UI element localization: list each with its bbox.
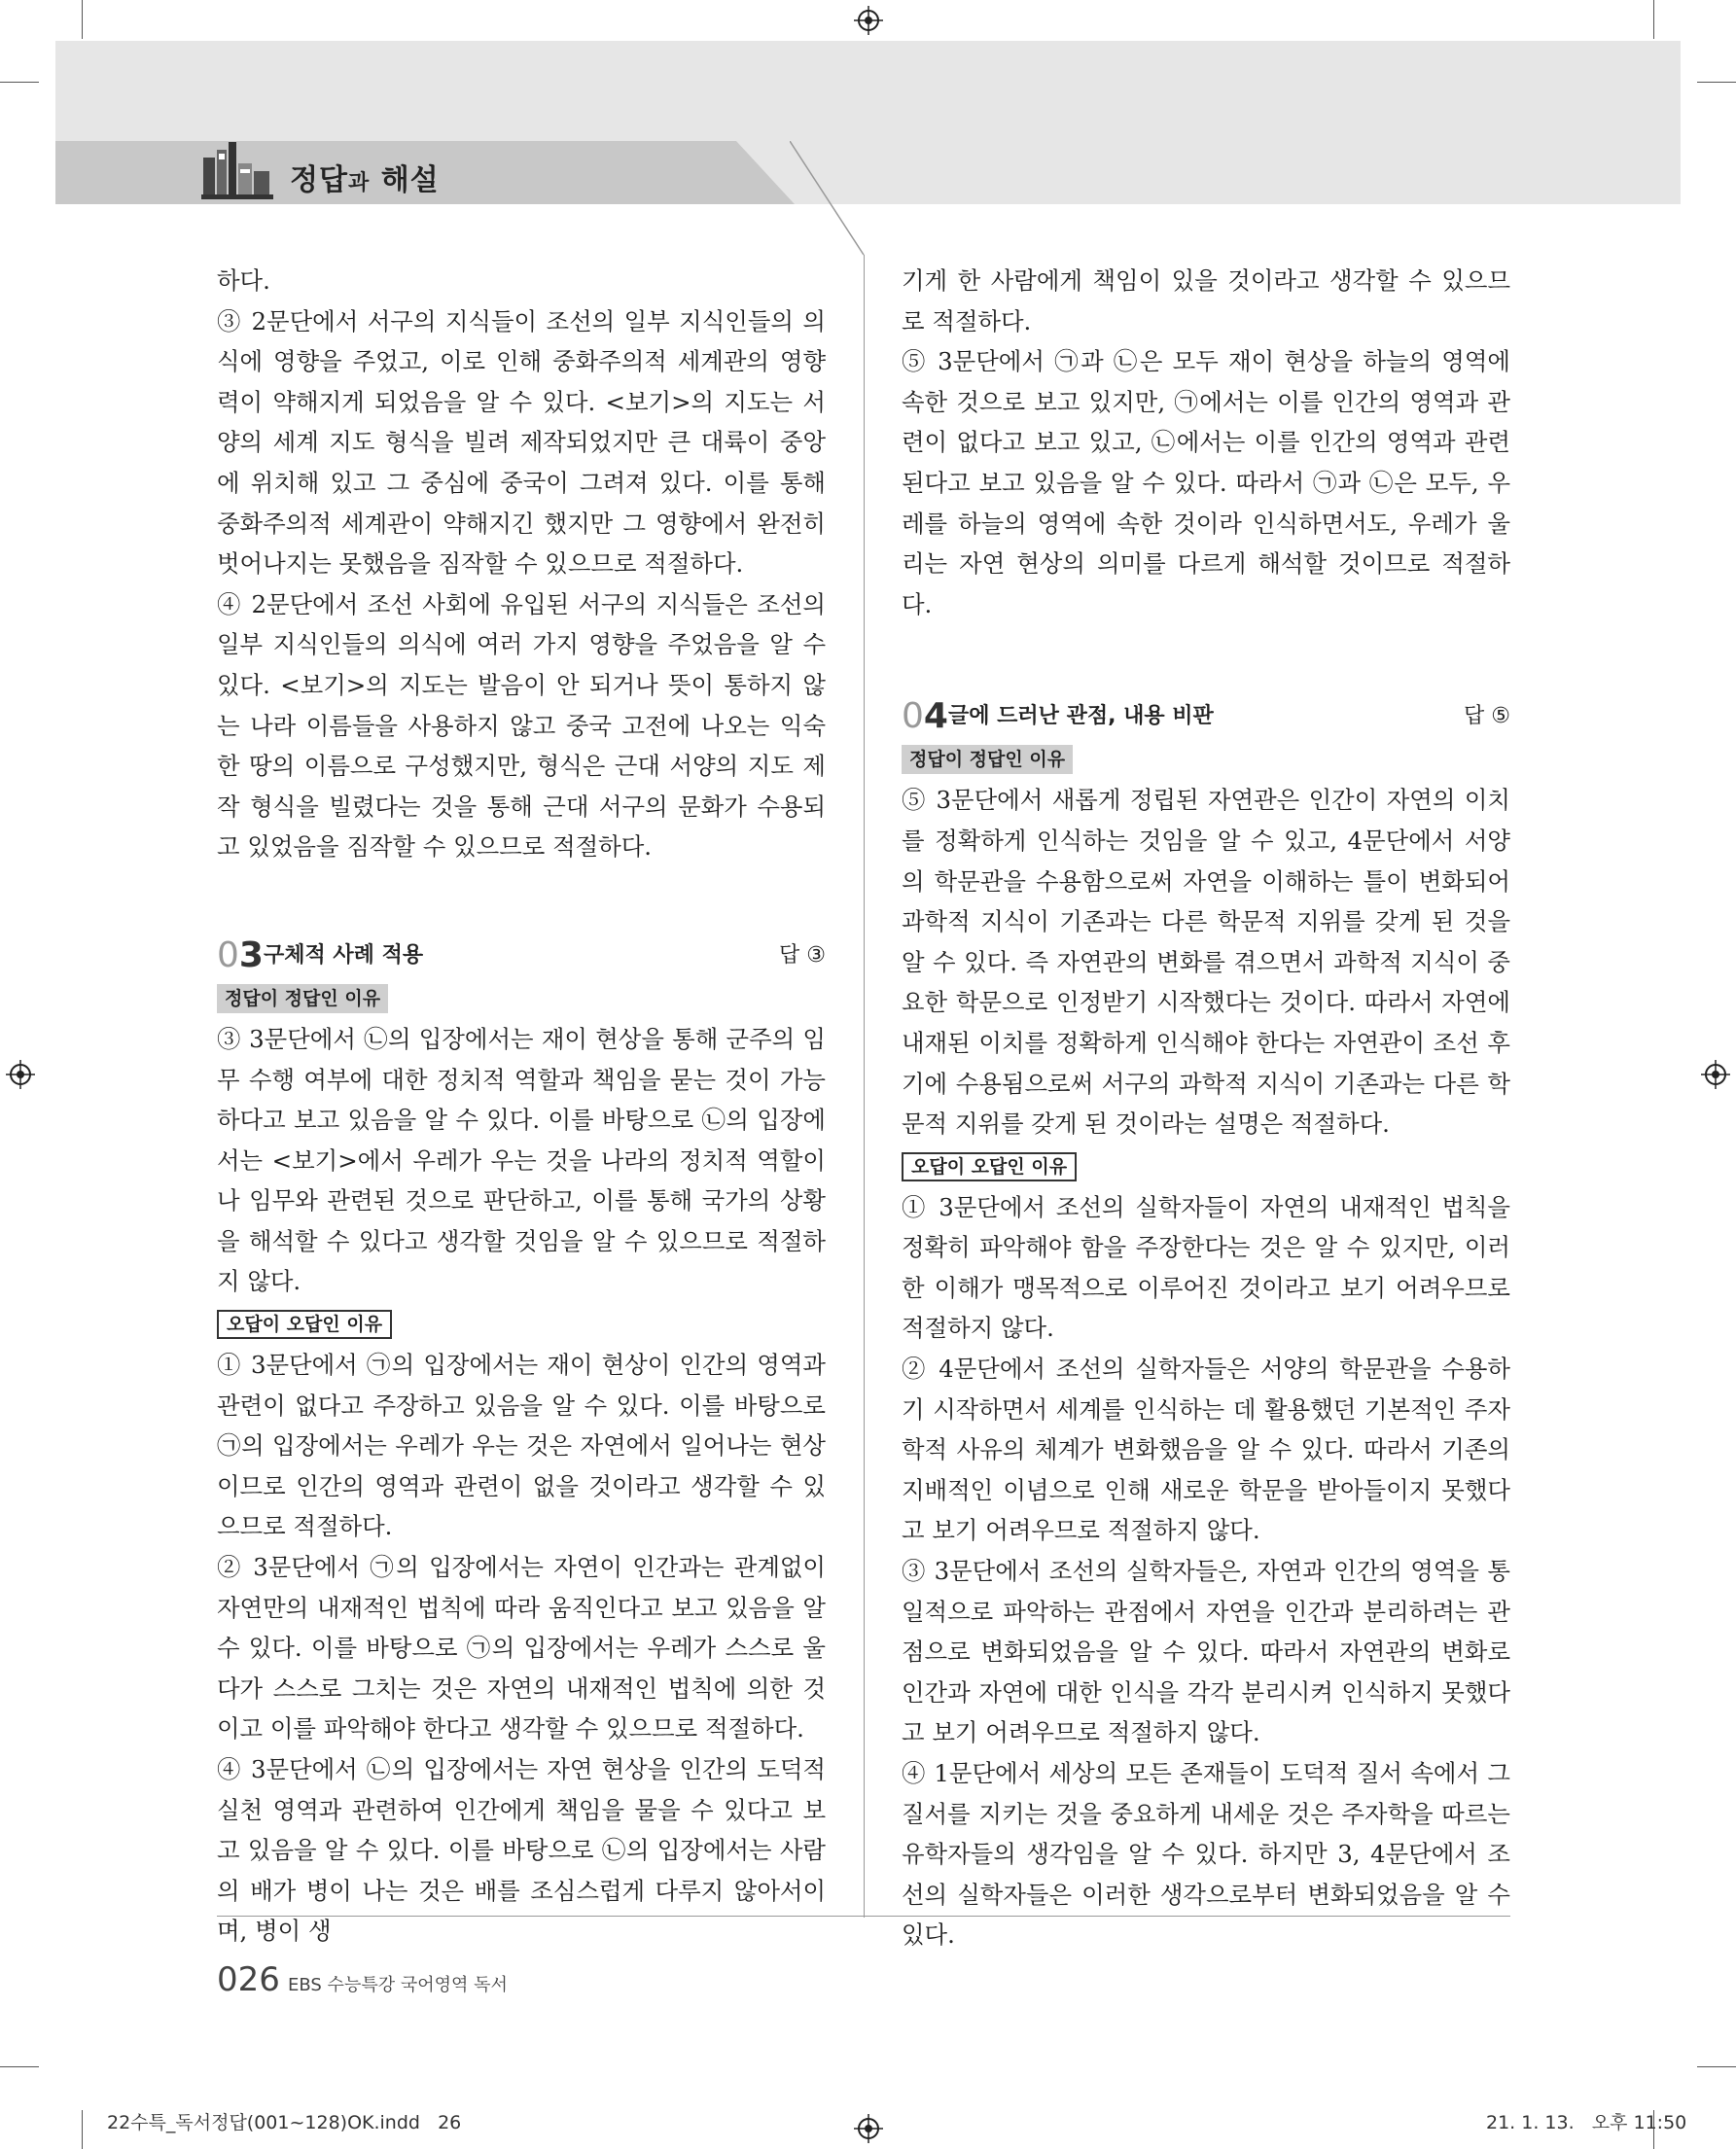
paragraph: 하다. xyxy=(217,266,270,295)
paragraph: 기게 한 사람에게 책임이 있을 것이라고 생각할 수 있으므로 적절하다. xyxy=(902,266,1510,335)
section-title: 구체적 사례 적용 xyxy=(264,942,424,968)
crop-mark xyxy=(1653,0,1654,39)
paragraph: ② 3문단에서 ㉠의 입장에서는 자연이 인간과는 관계없이 자연만의 내재적인 법칙에 따라 움직인다고 보고 있음을 알 수 있다. 이를 바탕으로 ㉠의 입장에서는 우레가 스스로 울다가 스스로 그치는 것은 자연의 내재적인 법칙에 의한 것이고 이를 파악해야 한다고 생각할 수 있으므로 적절하다. xyxy=(217,1553,826,1744)
paragraph: ① 3문단에서 ㉠의 입장에서는 재이 현상이 인간의 영역과 관련이 없다고 주장하고 있음을 알 수 있다. 이를 바탕으로 ㉠의 입장에서는 우레가 우는 것은 자연에서 일어나는 현상이므로 인간의 영역과 관련이 없을 것이라고 생각할 수 있으므로 적절하다. xyxy=(217,1351,826,1541)
paragraph: ⑤ 3문단에서 새롭게 정립된 자연관은 인간이 자연의 이치를 정확하게 인식하는 것임을 알 수 있고, 4문단에서 서양의 학문관을 수용함으로써 자연을 이해하는 틀이 변화되어 과학적 지식이 기존과는 다른 학문적 지위를 갖게 된 것을 알 수 있다. 즉 자연관의 변화를 겪으면서 과학적 지식이 중요한 학문으로 인정받기 시작했다는 것이다. 따라서 자연에 내재된 이치를 정확하게 인식해야 한다는 자연관이 조선 후기에 수용됨으로써 서구의 과학적 지식이 기존과는 다른 학문적 지위를 갖게 된 것이라는 설명은 적절하다. xyxy=(902,786,1510,1139)
paragraph: ② 4문단에서 조선의 실학자들은 서양의 학문관을 수용하기 시작하면서 세계를 인식하는 데 활용했던 기본적인 주자학적 사유의 체계가 변화했음을 알 수 있다. 따라서 기존의 지배적인 이념으로 인해 새로운 학문을 받아들이지 못했다고 보기 어려우므로 적절하지 않다. xyxy=(902,1355,1510,1545)
crop-mark xyxy=(0,82,39,83)
registration-mark-icon xyxy=(854,2114,883,2143)
header-diagonal-line xyxy=(790,141,906,267)
section-03-heading xyxy=(217,935,826,976)
crop-mark xyxy=(82,0,83,39)
paragraph: ④ 3문단에서 ㉡의 입장에서는 자연 현상을 인간의 도덕적 실천 영역과 관련하여 인간에게 책임을 물을 수 있다고 보고 있음을 알 수 있다. 이를 바탕으로 ㉡의 입장에서는 사람의 배가 병이 나는 것은 배를 조심스럽게 다루지 않아서이며, 병이 생 xyxy=(217,1755,826,1946)
section-title: 글에 드러난 관점, 내용 비판 xyxy=(948,704,1214,729)
section-answer: 답 ③ xyxy=(779,942,826,968)
crop-mark xyxy=(1697,82,1736,83)
correct-reason-label: 정답이 정답인 이유 xyxy=(902,745,1073,774)
wrong-reason-label: 오답이 오답인 이유 xyxy=(217,1310,392,1339)
section-number: 03 xyxy=(217,934,264,975)
registration-mark-icon xyxy=(854,6,883,35)
section-number: 04 xyxy=(902,696,948,737)
paragraph: ⑤ 3문단에서 ㉠과 ㉡은 모두 재이 현상을 하늘의 영역에 속한 것으로 보고 있지만, ㉠에서는 이를 인간의 영역과 관련이 없다고 보고 있고, ㉡에서는 이를 인간의 영역과 관련된다고 보고 있음을 알 수 있다. 따라서 ㉠과 ㉡은 모두, 우레를 하늘의 영역에 속한 것이라 인식하면서도, 우레가 울리는 자연 현상의 의미를 다르게 해석할 것이므로 적절하다. xyxy=(902,347,1510,618)
correct-reason-label: 정답이 정답인 이유 xyxy=(217,984,388,1013)
crop-mark xyxy=(0,2066,39,2067)
paragraph: ③ 3문단에서 조선의 실학자들은, 자연과 인간의 영역을 통일적으로 파악하는 관점에서 자연을 인간과 분리하려는 관점으로 변화되었음을 알 수 있다. 따라서 자연관의 변화로 인간과 자연에 대한 인식을 각각 분리시켜 인식하지 못했다고 보기 어려우므로 적절하지 않다. xyxy=(902,1557,1510,1747)
print-slug-file: 22수특_독서정답(001~128)OK.indd 26 xyxy=(107,2112,462,2133)
crop-mark xyxy=(82,2110,83,2149)
right-column xyxy=(902,261,1510,1955)
paragraph: ③ 3문단에서 ㉡의 입장에서는 재이 현상을 통해 군주의 임무 수행 여부에 대한 정치적 역할과 책임을 묻는 것이 가능하다고 보고 있음을 알 수 있다. 이를 바탕으로 ㉡의 입장에서는 <보기>에서 우레가 우는 것을 나라의 정치적 역할이나 임무와 관련된 것으로 판단하고, 이를 통해 국가의 상황을 해석할 수 있다고 생각할 것임을 알 수 있으므로 적절하지 않다. xyxy=(217,1024,826,1296)
registration-mark-icon xyxy=(6,1060,35,1089)
column-divider xyxy=(864,255,865,1918)
page-number: 026 xyxy=(217,1960,280,1999)
paragraph: ④ 1문단에서 세상의 모든 존재들이 도덕적 질서 속에서 그 질서를 지키는 것을 중요하게 내세운 것은 주자학을 따르는 유학자들의 생각임을 알 수 있다. 하지만 3, 4문단에서 조선의 실학자들은 이러한 생각으로부터 변화되었음을 알 수 있다. xyxy=(902,1759,1510,1950)
footer-rule xyxy=(217,1916,1510,1917)
paragraph: ④ 2문단에서 조선 사회에 유입된 서구의 지식들은 조선의 일부 지식인들의 의식에 여러 가지 영향을 주었음을 알 수 있다. <보기>의 지도는 발음이 안 되거나 뜻이 통하지 않는 나라 이름들을 사용하지 않고 중국 고전에 나오는 익숙한 땅의 이름으로 구성했지만, 형식은 근대 서양의 지도 제작 형식을 빌렸다는 것을 통해 근대 서구의 문화가 수용되고 있었음을 짐작할 수 있으므로 적절하다. xyxy=(217,589,826,862)
paragraph: ① 3문단에서 조선의 실학자들이 자연의 내재적인 법칙을 정확히 파악해야 함을 주장한다는 것은 알 수 있지만, 이러한 이해가 맹목적으로 이루어진 것이라고 보기 어려우므로 적절하지 않다. xyxy=(902,1192,1510,1343)
page-title: 정답과 해설 xyxy=(290,163,440,197)
left-column xyxy=(217,261,826,1952)
section-answer: 답 ⑤ xyxy=(1464,704,1510,729)
book-title: EBS 수능특강 국어영역 독서 xyxy=(288,1975,508,1995)
section-04-heading xyxy=(902,696,1510,737)
crop-mark xyxy=(1697,2066,1736,2067)
paragraph: ③ 2문단에서 서구의 지식들이 조선의 일부 지식인들의 의식에 영향을 주었고, 이로 인해 중화주의적 세계관의 영향력이 약해지게 되었음을 알 수 있다. <보기>의 지도는 서양의 세계 지도 형식을 빌려 제작되었지만 큰 대륙이 중앙에 위치해 있고 그 중심에 중국이 그려져 있다. 이를 통해 중화주의적 세계관이 약해지긴 했지만 그 영향에서 완전히 벗어나지는 못했음을 짐작할 수 있으므로 적절하다. xyxy=(217,306,826,579)
registration-mark-icon xyxy=(1701,1060,1730,1089)
print-slug-date: 21. 1. 13. 오후 11:50 xyxy=(1486,2112,1687,2133)
books-icon xyxy=(199,136,275,202)
wrong-reason-label: 오답이 오답인 이유 xyxy=(902,1152,1077,1181)
